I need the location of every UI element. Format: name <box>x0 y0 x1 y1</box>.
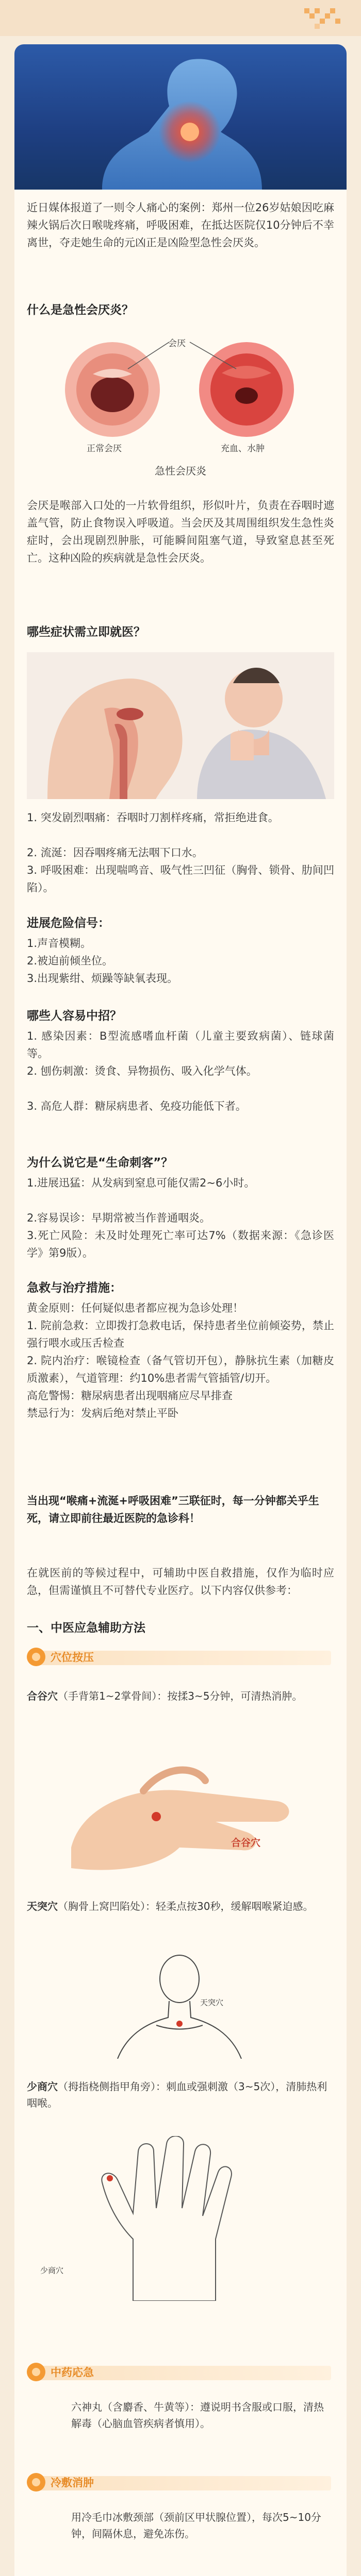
section-title-tcm-methods: 一、中医应急辅助方法 <box>27 1621 145 1635</box>
intro-paragraph: 近日媒体报道了一则令人痛心的案例：郑州一位26岁姑娘因吃麻辣火锅后次日喉咙疼痛，呼吸困难，在抵达医院仅10分钟后不幸离世，夺走她生命的元凶正是凶险型急性会厌炎。 <box>27 201 334 249</box>
risk-item-2: 2. 刨伤刺激：烫食、异物损伤、吸入化学气体。 <box>27 1065 257 1077</box>
acupoint-hegu: 合谷穴（手背第1~2掌骨间）：按揉3~5分钟，可清热消肿。 <box>27 1690 303 1702</box>
tiantu-body-illustration <box>107 1951 252 2059</box>
risk-item-3: 3. 高危人群：糖尿病患者、免疫功能低下者。 <box>27 1100 247 1112</box>
risk-item-1: 1. 感染因素：B型流感嗜血杆菌（儿童主要致病菌）、链球菌等。 <box>27 1030 334 1060</box>
acupoint-tiantu: 天突穴（胸骨上窝凹陷处）：轻柔点按30秒，缓解咽喉紧迫感。 <box>27 1900 314 1912</box>
section-title-symptoms: 哪些症状需立即就医？ <box>27 625 145 639</box>
section-title-treatment: 急救与治疗措施： <box>27 1281 122 1295</box>
symptom-item-2: 2. 流涎：因吞咽疼痛无法咽下口水。 <box>27 846 203 859</box>
subheading-herbal: 中药応急 <box>27 2361 331 2384</box>
treatment-body: 黄金原则：任何疑似患者都应视为急诊处理！ 1. 院前急救：立即拨打急救电话，保持患者坐位前倾姿势，禁止强行喂水或压舌检查 2. 院内治疗：喉镜检查（备气管切开包），静脉抗生素（加糖皮质激素），气道管理：约10%患者需气管插管/切开。 高危警惕：糖尿病患者出现咽痛应尽早排查 禁忌行为：发病后绝对禁止平卧 <box>27 1302 334 1419</box>
reason-item-1: 1.进展迅猛：从发病到窒息可能仅需2~6小时。 <box>27 1177 255 1189</box>
reason-item-2: 2.容易误诊：早期常被当作普通咽炎。 <box>27 1212 211 1224</box>
hero-image <box>14 44 347 190</box>
tiantu-point-tag: 天突穴 <box>200 1998 224 2007</box>
herbal-medicine-text: 六神丸（含麝香、牛黄等）：遵说明书含服或口服，清热解毒（心脑血管疾病者慎用）。 <box>71 2401 324 2430</box>
hegu-hand-illustration <box>51 1744 308 1878</box>
pixel-decoration-icon <box>304 8 340 29</box>
shaoshang-point-tag: 少商穴 <box>40 2266 64 2275</box>
article-card <box>14 44 347 2576</box>
symptom-item-1: 1. 突发剧烈咽痛：吞咽时刀割样疼痛，常拒绝进食。 <box>27 811 279 824</box>
epiglottis-comparison-figure <box>35 333 324 462</box>
section-title-life-assassin: 为什么说它是“生命刺客”？ <box>27 1156 173 1170</box>
emergency-emphasis: 当出现“喉痛+流涎+呼吸困难”三联征时，每一分钟都关乎生死，请立即前往最近医院的急诊科！ <box>27 1495 319 1524</box>
epiglottitis-definition: 会厌是喉部入口处的一片软骨组织，形似叶片，负责在吞咽时遮盖气管，防止食物误入呼吸道。当会厌及其周围组织发生急性炎症时，会出现剧烈肿胀，可能瞬间阻塞气道，导致窒息甚至死亡。这种凶险的疾病就是急性会厌炎。 <box>27 499 334 564</box>
tcm-advice: 在就医前的等候过程中，可辅助中医自救措施，仅作为临时应急，但需谨慎且不可替代专业医疗。以下内容仅供参考： <box>27 1567 334 1597</box>
reason-item-3: 3.死亡风险：未及时处理死亡率可达7%（数据来源：《急诊医学》第9版）。 <box>27 1229 334 1259</box>
danger-signal-3: 3.出现紫绀、烦躁等缺氧表现。 <box>27 972 178 985</box>
subheading-acupoint: 穴位按压 <box>27 1646 331 1669</box>
label-swollen-epiglottis: 充血、水肿 <box>221 444 265 454</box>
figure-caption: 急性会厌炎 <box>155 465 206 477</box>
top-banner <box>0 0 361 36</box>
shaoshang-hand-illustration <box>71 2136 288 2301</box>
label-normal-epiglottis: 正常会厌 <box>87 444 122 454</box>
herbal-medicine-icon <box>27 2363 45 2381</box>
danger-signal-1: 1.声音模糊。 <box>27 937 92 950</box>
acupoint-icon <box>27 1648 45 1666</box>
cold-compress-text: 用冷毛巾冰敷颈部（颈前区甲状腺位置），每次5~10分钟，间隔休息，避免冻伤。 <box>71 2511 321 2540</box>
cold-compress-icon <box>27 2473 45 2492</box>
symptom-item-3: 3. 呼吸困难：出现喘鸣音、吸气性三凹征（胸骨、锁骨、肋间凹陷）。 <box>27 864 334 894</box>
section-title-what-is: 什么是急性会厌炎？ <box>27 303 134 317</box>
throat-anatomy-illustration <box>27 652 334 799</box>
danger-signal-2: 2.被迫前倾坐位。 <box>27 955 113 967</box>
hegu-point-tag: 合谷穴 <box>231 1837 261 1849</box>
label-epiglottis: 会厌 <box>168 338 186 349</box>
throat-pain-illustration <box>14 44 347 190</box>
acupoint-shaoshang: 少商穴（拇指桡侧指甲角旁）：刺血或强刺激（3~5次），清肺热利咽喉。 <box>27 2080 327 2109</box>
subheading-cold-compress: 冷敷消肿 <box>27 2471 331 2495</box>
section-title-risk-groups: 哪些人容易中招？ <box>27 1009 122 1023</box>
section-title-danger-signals: 进展危险信号： <box>27 917 110 930</box>
